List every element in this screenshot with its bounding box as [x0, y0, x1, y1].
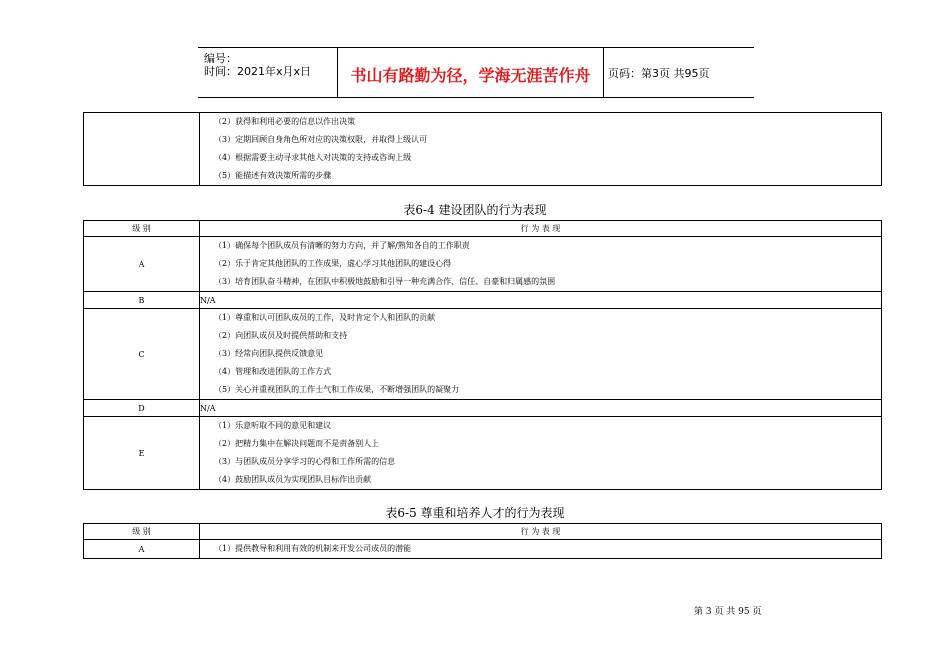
level-cell: [84, 113, 200, 186]
level-cell: A: [84, 540, 200, 559]
page-footer: 第 3 页 共 95 页: [694, 607, 762, 617]
behavior-cell: [200, 113, 882, 186]
header-motto-cell: [337, 48, 604, 97]
behavior-line: （1）尊重和认可团队成员的工作，及时肯定个人和团队的贡献: [214, 313, 436, 322]
behavior-cell: [200, 309, 882, 400]
behavior-cell: [200, 540, 882, 559]
behavior-cell: N/A: [200, 292, 882, 309]
table-row: [84, 309, 882, 400]
level-cell: C: [84, 309, 200, 400]
table4-caption: 表6-4 建设团队的行为表现: [403, 203, 547, 217]
page-header: [198, 47, 754, 98]
number-label: 编号：: [204, 52, 237, 65]
behavior-line: （5）能描述有效决策所需的步骤: [214, 171, 332, 180]
table-row: [84, 237, 882, 292]
behavior-line: （1）提供教导和利用有效的机制来开发公司成员的潜能: [214, 544, 412, 553]
behavior-line: （4）根据需要主动寻求其他人对决策的支持或咨询上级: [214, 153, 412, 162]
behavior-line: （2）获得和利用必要的信息以作出决策: [214, 117, 356, 126]
behavior-line: （1）乐意听取不同的意见和建议: [214, 421, 332, 430]
table-header-row: [84, 221, 882, 237]
time-label: 时间：2021年x月x日: [204, 65, 312, 78]
behavior-line: （2）向团队成员及时提供帮助和支持: [214, 331, 348, 340]
behavior-line: （1）确保每个团队成员有清晰的努力方向，并了解/熟知各自的工作职责: [214, 241, 470, 250]
table4: [83, 220, 882, 490]
behavior-header: 行 为 表 现: [200, 524, 882, 540]
level-header: 级 别: [84, 524, 200, 540]
level-cell: E: [84, 417, 200, 490]
behavior-line: （3）定期回顾自身角色所对应的决策权限，并取得上级认可: [214, 135, 428, 144]
table-row: [84, 540, 882, 559]
behavior-line: （2）把精力集中在解决问题而不是责备别人上: [214, 439, 380, 448]
behavior-header: 行 为 表 现: [200, 221, 882, 237]
behavior-cell: N/A: [200, 400, 882, 417]
table5-caption: 表6-5 尊重和培养人才的行为表现: [385, 506, 565, 520]
level-cell: B: [84, 292, 200, 309]
behavior-line: （4）管理和改进团队的工作方式: [214, 367, 332, 376]
table-header-row: [84, 524, 882, 540]
table-row: [84, 417, 882, 490]
level-header: 级 别: [84, 221, 200, 237]
behavior-line: （3）培育团队奋斗精神，在团队中积极地鼓励和引导一种充满合作、信任、自豪和归属感的氛围: [214, 277, 556, 286]
level-cell: A: [84, 237, 200, 292]
level-cell: D: [84, 400, 200, 417]
behavior-cell: [200, 237, 882, 292]
header-info: [198, 48, 337, 97]
table-row: [84, 400, 882, 417]
behavior-line: （2）乐于肯定其他团队的工作成果，虚心学习其他团队的建设心得: [214, 259, 452, 268]
motto: 书山有路勤为径，学海无涯苦作舟: [350, 66, 591, 85]
behavior-line: （3）经常向团队提供反馈意见: [214, 349, 324, 358]
page-code: 页码：第3页 共95页: [608, 67, 710, 80]
table-row: [84, 292, 882, 309]
header-page-cell: [603, 48, 754, 97]
behavior-cell: [200, 417, 882, 490]
behavior-line: （5）关心并重视团队的工作士气和工作成果，不断增强团队的凝聚力: [214, 385, 460, 394]
behavior-line: （4）鼓励团队成员为实现团队目标作出贡献: [214, 475, 372, 484]
table5: [83, 523, 882, 559]
behavior-line: （3）与团队成员分享学习的心得和工作所需的信息: [214, 457, 396, 466]
continued-table: [83, 112, 882, 186]
table-row: [84, 113, 882, 186]
